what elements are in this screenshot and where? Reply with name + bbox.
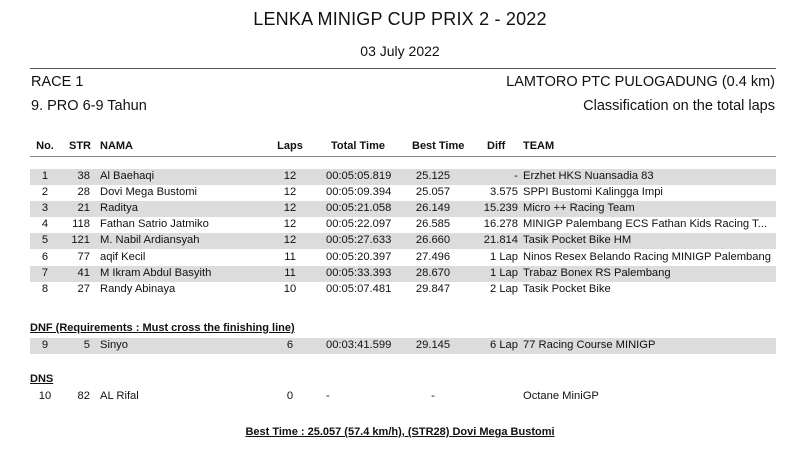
cell-laps: 0 <box>286 390 294 402</box>
cell-total-time: - <box>326 390 330 402</box>
cell-name: aqif Kecil <box>100 250 146 263</box>
table-row <box>30 201 776 217</box>
cell-team: Octane MiniGP <box>523 390 599 402</box>
cell-diff: 21.814 <box>483 234 518 247</box>
cell-best-time: 26.585 <box>415 218 451 231</box>
cell-str: 82 <box>77 390 90 402</box>
cell-name: Randy Abinaya <box>100 282 176 295</box>
cell-str: 77 <box>77 250 90 263</box>
cell-no: 6 <box>41 250 49 263</box>
dnf-heading: DNF (Requirements : Must cross the finishing line) <box>30 322 295 334</box>
table-row <box>30 250 776 266</box>
cell-no: 5 <box>41 234 49 247</box>
cell-best-time: 28.670 <box>415 266 451 279</box>
cell-diff: 3.575 <box>490 186 518 199</box>
cell-team: Trabaz Bonex RS Palembang <box>523 266 671 279</box>
col-total-time: Total Time <box>331 140 385 152</box>
cell-team: 77 Racing Course MINIGP <box>523 339 656 351</box>
cell-name: Fathan Satrio Jatmiko <box>100 218 209 231</box>
cell-team: MINIGP Palembang ECS Fathan Kids Racing T... <box>523 218 767 231</box>
cell-best-time: 27.496 <box>415 250 451 263</box>
cell-diff: 16.278 <box>483 218 518 231</box>
table-row <box>30 185 776 201</box>
cell-best-time: 25.057 <box>415 186 451 199</box>
cell-team: Tasik Pocket Bike HM <box>523 234 632 247</box>
cell-total-time: 00:05:27.633 <box>326 234 392 247</box>
cell-name: Dovi Mega Bustomi <box>100 186 197 199</box>
cell-best-time: 29.847 <box>415 282 451 295</box>
cell-str: 21 <box>77 202 90 215</box>
cell-no: 10 <box>38 390 52 402</box>
cell-str: 41 <box>77 266 90 279</box>
race-label: RACE 1 <box>31 74 84 90</box>
cell-diff: 15.239 <box>483 202 518 215</box>
cell-best-time: - <box>431 390 435 402</box>
cell-best-time: 26.660 <box>415 234 451 247</box>
cell-no: 2 <box>41 186 49 199</box>
cell-total-time: 00:05:07.481 <box>326 282 392 295</box>
page-title: LENKA MINIGP CUP PRIX 2 - 2022 <box>253 9 547 29</box>
header-underline <box>30 156 776 157</box>
cell-laps: 11 <box>284 250 296 263</box>
cell-laps: 12 <box>283 202 297 215</box>
dns-heading: DNS <box>30 373 54 385</box>
cell-no: 3 <box>41 202 49 215</box>
col-team: TEAM <box>523 140 555 152</box>
cell-no: 8 <box>41 282 49 295</box>
cell-total-time: 00:05:22.097 <box>326 218 392 231</box>
cell-team: Ninos Resex Belando Racing MINIGP Palembang <box>523 250 771 263</box>
divider <box>30 68 776 69</box>
cell-name: Sinyo <box>100 339 128 351</box>
cell-team: Tasik Pocket Bike <box>523 282 611 295</box>
table-row <box>30 389 776 405</box>
table-row <box>30 282 776 298</box>
cell-name: AL Rifal <box>100 390 139 402</box>
cell-name: M. Nabil Ardiansyah <box>100 234 200 247</box>
table-row <box>30 266 776 282</box>
cell-laps: 10 <box>283 282 297 295</box>
col-str: STR <box>69 140 91 152</box>
col-name: NAMA <box>100 140 133 152</box>
col-best-time: Best Time <box>412 140 465 152</box>
table-row <box>30 338 776 354</box>
cell-str: 5 <box>83 339 90 351</box>
cell-total-time: 00:05:09.394 <box>326 186 392 199</box>
cell-total-time: 00:05:21.058 <box>326 202 392 215</box>
cell-diff: - <box>514 170 518 182</box>
cell-best-time: 25.125 <box>415 170 451 182</box>
cell-diff: 1 Lap <box>490 266 518 279</box>
cell-total-time: 00:05:05.819 <box>326 170 392 182</box>
cell-team: Erzhet HKS Nuansadia 83 <box>523 170 654 182</box>
cell-laps: 12 <box>283 218 297 231</box>
cell-name: Al Baehaqi <box>100 170 155 182</box>
cell-name: Raditya <box>100 202 138 215</box>
category-label: 9. PRO 6-9 Tahun <box>31 98 147 114</box>
race-date: 03 July 2022 <box>360 43 440 59</box>
cell-total-time: 00:05:20.397 <box>326 250 392 263</box>
cell-laps: 12 <box>283 186 297 199</box>
cell-best-time: 29.145 <box>415 339 451 351</box>
col-diff: Diff <box>487 140 506 152</box>
cell-diff: 2 Lap <box>490 282 518 295</box>
cell-laps: 12 <box>283 170 297 182</box>
col-no: No. <box>36 140 54 152</box>
cell-team: SPPI Bustomi Kalingga Impi <box>523 186 663 199</box>
table-row <box>30 217 776 233</box>
cell-laps: 6 <box>286 339 294 351</box>
cell-no: 4 <box>41 218 49 231</box>
cell-name: M Ikram Abdul Basyith <box>100 266 212 279</box>
best-time-summary: Best Time : 25.057 (57.4 km/h), (STR28) Dovi Mega Bustomi <box>245 426 555 438</box>
cell-str: 28 <box>77 186 90 199</box>
cell-no: 7 <box>41 266 49 279</box>
cell-total-time: 00:05:33.393 <box>326 266 392 279</box>
classification-label: Classification on the total laps <box>583 98 775 114</box>
table-row <box>30 233 776 249</box>
cell-laps: 12 <box>283 234 297 247</box>
cell-laps: 11 <box>284 266 296 279</box>
cell-no: 9 <box>41 339 49 351</box>
cell-best-time: 26.149 <box>415 202 451 215</box>
cell-no: 1 <box>41 170 49 182</box>
cell-str: 38 <box>77 170 90 182</box>
cell-str: 121 <box>71 234 90 247</box>
cell-team: Micro ++ Racing Team <box>523 202 635 215</box>
venue-label: LAMTORO PTC PULOGADUNG (0.4 km) <box>506 74 775 90</box>
col-laps: Laps <box>277 140 303 152</box>
cell-diff: 1 Lap <box>490 250 518 263</box>
cell-str: 27 <box>77 282 90 295</box>
table-row <box>30 169 776 185</box>
cell-total-time: 00:03:41.599 <box>326 339 392 351</box>
cell-diff: 6 Lap <box>490 339 518 351</box>
cell-str: 118 <box>72 218 90 231</box>
